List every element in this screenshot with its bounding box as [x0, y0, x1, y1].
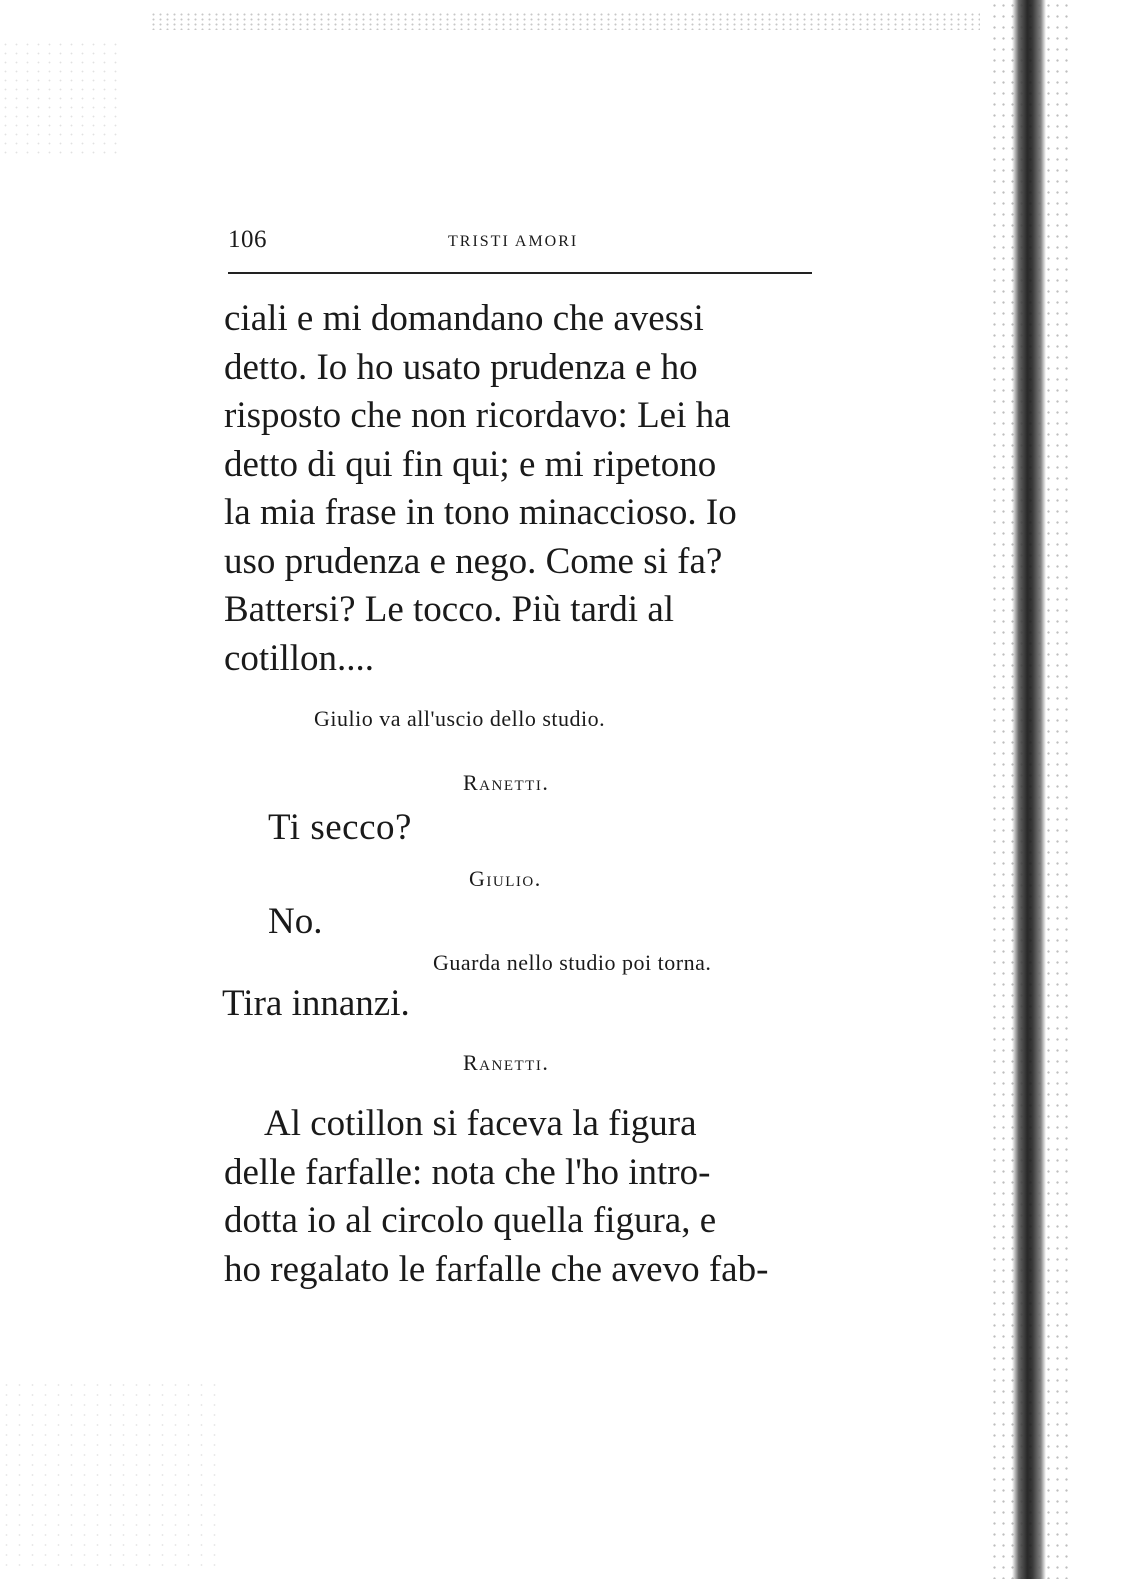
page-header: [228, 226, 812, 256]
header-rule: [228, 272, 812, 274]
running-title: TRISTI AMORI: [448, 233, 579, 250]
speaker-ranetti-1: Ranetti.: [463, 770, 550, 795]
scan-noise-left: [0, 40, 120, 160]
passage-1-text: ciali e mi domandano che avessi detto. Io ho usato prudenza e ho risposto che non ricordavo: Lei ha detto di qui fin qui; e mi ripetono la mia frase in tono minaccioso. Io uso prudenza e nego. Come si fa? Battersi? Le tocco. Più tardi al cotillon....: [224, 298, 737, 679]
stage-direction-2: Guarda nello studio poi torna.: [433, 950, 712, 975]
book-binding-edge: [1012, 0, 1046, 1579]
speaker-ranetti-2: Ranetti.: [463, 1050, 550, 1075]
scan-noise-top: [150, 12, 980, 30]
passage-2-text: Al cotillon si faceva la figura delle farfalle: nota che l'ho intro- dotta io al circolo quella figura, e ho regalato le farfalle che avevo fab-: [224, 1103, 769, 1290]
scan-noise-bottom: [0, 1380, 220, 1570]
dialogue-line-1: Ti secco?: [268, 807, 412, 848]
dialogue-line-3: Tira innanzi.: [222, 983, 410, 1024]
dialogue-passage-1: [224, 295, 816, 683]
dialogue-line-2: No.: [268, 901, 323, 942]
speaker-giulio: Giulio.: [469, 866, 542, 891]
page-number: 106: [228, 226, 267, 253]
stage-direction-1: Giulio va all'uscio dello studio.: [314, 706, 606, 731]
dialogue-passage-2: [224, 1100, 816, 1294]
